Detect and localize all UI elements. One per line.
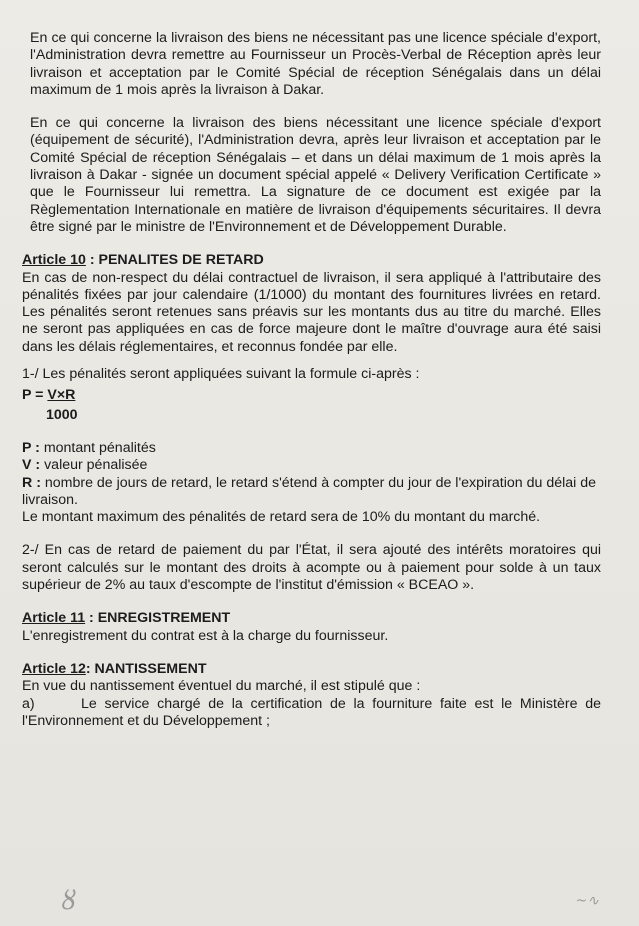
article-11-heading — [22, 610, 601, 627]
article-12-item-a: a) Le service chargé de la certification de la fourniture faite est le Ministère de l'Environnement et du Développement ; — [22, 695, 601, 729]
definition-r: R : nombre de jours de retard, le retard s'étend à compter du jour de l'expiration du délai de livraison. — [22, 474, 597, 508]
formula-lhs: P = — [22, 387, 48, 404]
article-10-label: Article 10 — [22, 252, 86, 269]
definition-v: V : valeur pénalisée — [22, 457, 148, 474]
article-11-text: L'enregistrement du contrat est à la charge du fournisseur. — [22, 627, 389, 644]
max-penalty-text: Le montant maximum des pénalités de retard sera de 10% du montant du marché. — [22, 509, 541, 526]
paragraph-delivery-with-license: En ce qui concerne la livraison des biens nécessitant une licence spéciale d'export (équipement de sécurité), l'Administration devra, après leur livraison et acceptation par le Comité Spécial de réception Sénégalais – et dans un délai maximum de 1 mois après la livraison à Dakar - signée un document spécial appelé « Delivery Verification Certificate » que le Fournisseur lui remettra. La signature de ce document est exigée par la Règlementation Internationale en matière de livraison d'équipements sécuritaires. Il devra être signé par le ministre de l'Environnement et de Développement Durable. — [30, 115, 601, 235]
formula-denominator: 1000 — [46, 406, 78, 423]
article-11-label: Article 11 — [22, 610, 86, 627]
initials-mark-left: ȣ — [62, 885, 77, 916]
penalty-formula — [22, 387, 601, 424]
formula-intro: 1-/ Les pénalités seront appliquées suivant la formule ci-après : — [22, 366, 420, 383]
article-12-label: Article 12 — [22, 660, 86, 677]
paragraph-delivery-no-license: En ce qui concerne la livraison des biens ne nécessitant pas une licence spéciale d'export, l'Administration devra remettre au Fournisseur un Procès-Verbal de Réception après leur livraison et acceptation par le Comité Spécial de réception Sénégalais dans un délai maximum de 1 mois après la livraison à Dakar. — [30, 30, 601, 98]
initials-mark-right: ~∿ — [575, 892, 599, 909]
article-10-intro: En cas de non-respect du délai contractuel de livraison, il sera appliqué à l'attributaire des pénalités fixées par jour calendaire (1/1000) du montant des fournitures livrées en retard. Les pénalités seront retenues sans préavis sur les montants dus au titre du marché. Elles ne seront pas appliquées en cas de force majeure dont le maître d'ouvrage aura été saisi dans les délais réglementaires, et reconnus fondée par elle. — [22, 269, 601, 355]
article-12-intro: En vue du nantissement éventuel du marché, il est stipulé que : — [22, 678, 421, 695]
article-12-heading — [22, 661, 601, 678]
definition-p: P : montant pénalités — [22, 439, 156, 456]
formula-numerator: V×R — [47, 387, 76, 404]
article-11-title: : ENREGISTREMENT — [85, 610, 231, 627]
late-payment-clause: 2-/ En cas de retard de paiement du par l'État, il sera ajouté des intérêts moratoires qui seront calculés sur le montant des droits à acompte ou à paiement pour solde à un taux supérieur de 2% au taux d'escompte de l'institut d'émission « BCEAO ». — [22, 542, 601, 594]
article-10-heading — [22, 252, 601, 269]
article-12-title: : NANTISSEMENT — [85, 660, 207, 677]
article-10-title: : PENALITES DE RETARD — [85, 252, 264, 269]
